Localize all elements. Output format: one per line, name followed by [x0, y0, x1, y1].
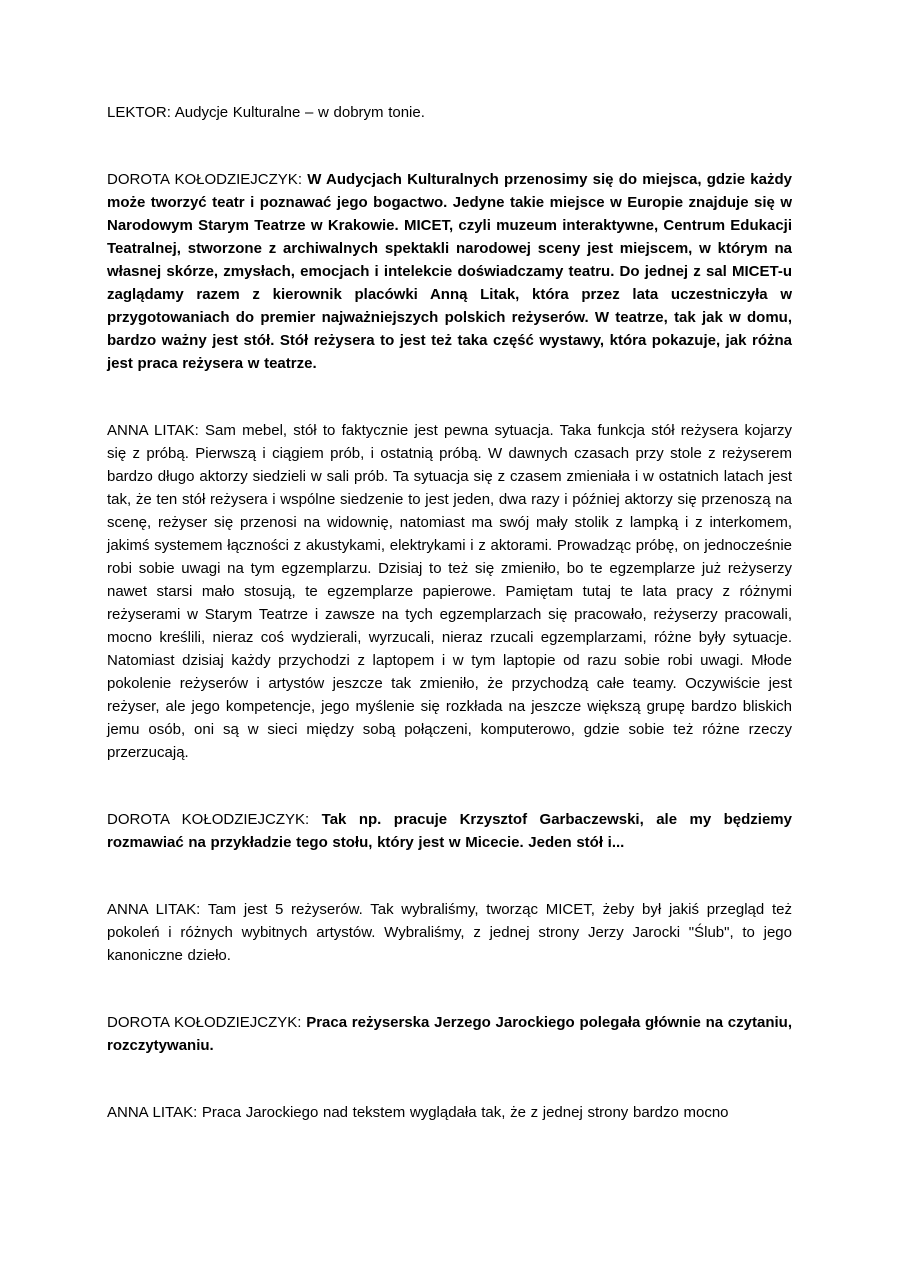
paragraph-text: W Audycjach Kulturalnych przenosimy się do miejsca, gdzie każdy może tworzyć teatr i poznawać jego bogactwo. Jedyne takie miejsce w Europie znajduje się w Narodowym Starym Teatrze w Krakowie. MICET, czyli muzeum interaktywne, Centrum Edukacji Teatralnej, stworzone z archiwalnych spektakli narodowej sceny jest miejscem, w którym na własnej skórze, zmysłach, emocjach i intelekcie doświadczamy teatru. Do jednej z sal MICET-u zaglądamy razem z kierownik placówki Anną Litak, która przez lata uczestniczyła w przygotowaniach do premier najważniejszych polskich reżyserów. W teatrze, tak jak w domu, bardzo ważny jest stół. Stół reżysera to jest też taka część wystawy, która pokazuje, jak różna jest praca reżysera w teatrze. — [107, 171, 792, 372]
transcript-paragraph — [107, 168, 792, 375]
speaker-label: DOROTA KOŁODZIEJCZYK: — [107, 1014, 307, 1031]
speaker-label: ANNA LITAK: — [107, 1104, 202, 1121]
transcript-paragraph — [107, 898, 792, 967]
transcript-body — [107, 101, 792, 1124]
paragraph-text: Tam jest 5 reżyserów. Tak wybraliśmy, tworząc MICET, żeby był jakiś przegląd też pokoleń i różnych wybitnych artystów. Wybraliśmy, z jednej strony Jerzy Jarocki "Ślub", to jego kanoniczne dzieło. — [107, 901, 792, 964]
speaker-label: DOROTA KOŁODZIEJCZYK: — [107, 171, 308, 188]
speaker-label: LEKTOR: — [107, 104, 175, 121]
transcript-paragraph — [107, 808, 792, 854]
transcript-paragraph — [107, 1011, 792, 1057]
paragraph-text: Sam mebel, stół to faktycznie jest pewna sytuacja. Taka funkcja stół reżysera kojarzy się z próbą. Pierwszą i ciągiem prób, i ostatnią próbą. W dawnych czasach przy stole z reżyserem bardzo długo aktorzy siedzieli w sali prób. Ta sytuacja się z czasem zmieniała i w ostatnich latach jest tak, że ten stół reżysera i wspólne siedzenie to jest jeden, dwa razy i później aktorzy się przenoszą na scenę, reżyser się przenosi na widownię, natomiast ma swój mały stolik z lampką i z interkomem, jakimś systemem łączności z akustykami, elektrykami i z aktorami. Prowadząc próbę, on jednocześnie robi sobie uwagi na tym egzemplarzu. Dzisiaj to też się zmieniło, bo te egzemplarze już reżyserzy nawet starsi mało stosują, te egzemplarze papierowe. Pamiętam tutaj te lata pracy z różnymi reżyserami w Starym Teatrze i zawsze na tych egzemplarzach się pracowało, reżyserzy pracowali, mocno kreślili, nieraz coś wydzierali, wyrzucali, nieraz rzucali egzemplarzami, różne były sytuacje. Natomiast dzisiaj każdy przychodzi z laptopem i w tym laptopie od razu sobie robi uwagi. Młode pokolenie reżyserów i artystów jeszcze tak zmieniło, że przychodzą całe teamy. Oczywiście jest reżyser, ale jego kompetencje, jego myślenie się rozkłada na jeszcze większą grupę bardzo bliskich jemu osób, oni są w sieci między sobą połączeni, komputerowo, gdzie sobie też różne rzeczy przerzucają. — [107, 422, 792, 761]
paragraph-text: Praca reżyserska Jerzego Jarockiego polegała głównie na czytaniu, rozczytywaniu. — [107, 1014, 792, 1054]
speaker-label: ANNA LITAK: — [107, 901, 208, 918]
transcript-paragraph — [107, 1101, 792, 1124]
speaker-label: DOROTA KOŁODZIEJCZYK: — [107, 811, 322, 828]
transcript-paragraph — [107, 101, 792, 124]
paragraph-text: Praca Jarockiego nad tekstem wyglądała tak, że z jednej strony bardzo mocno — [201, 1104, 729, 1121]
paragraph-text: Tak np. pracuje Krzysztof Garbaczewski, ale my będziemy rozmawiać na przykładzie tego stołu, który jest w Micecie. Jeden stół i... — [107, 811, 792, 851]
paragraph-text: Audycje Kulturalne – w dobrym tonie. — [174, 104, 425, 121]
speaker-label: ANNA LITAK: — [107, 422, 206, 439]
transcript-paragraph — [107, 419, 792, 764]
